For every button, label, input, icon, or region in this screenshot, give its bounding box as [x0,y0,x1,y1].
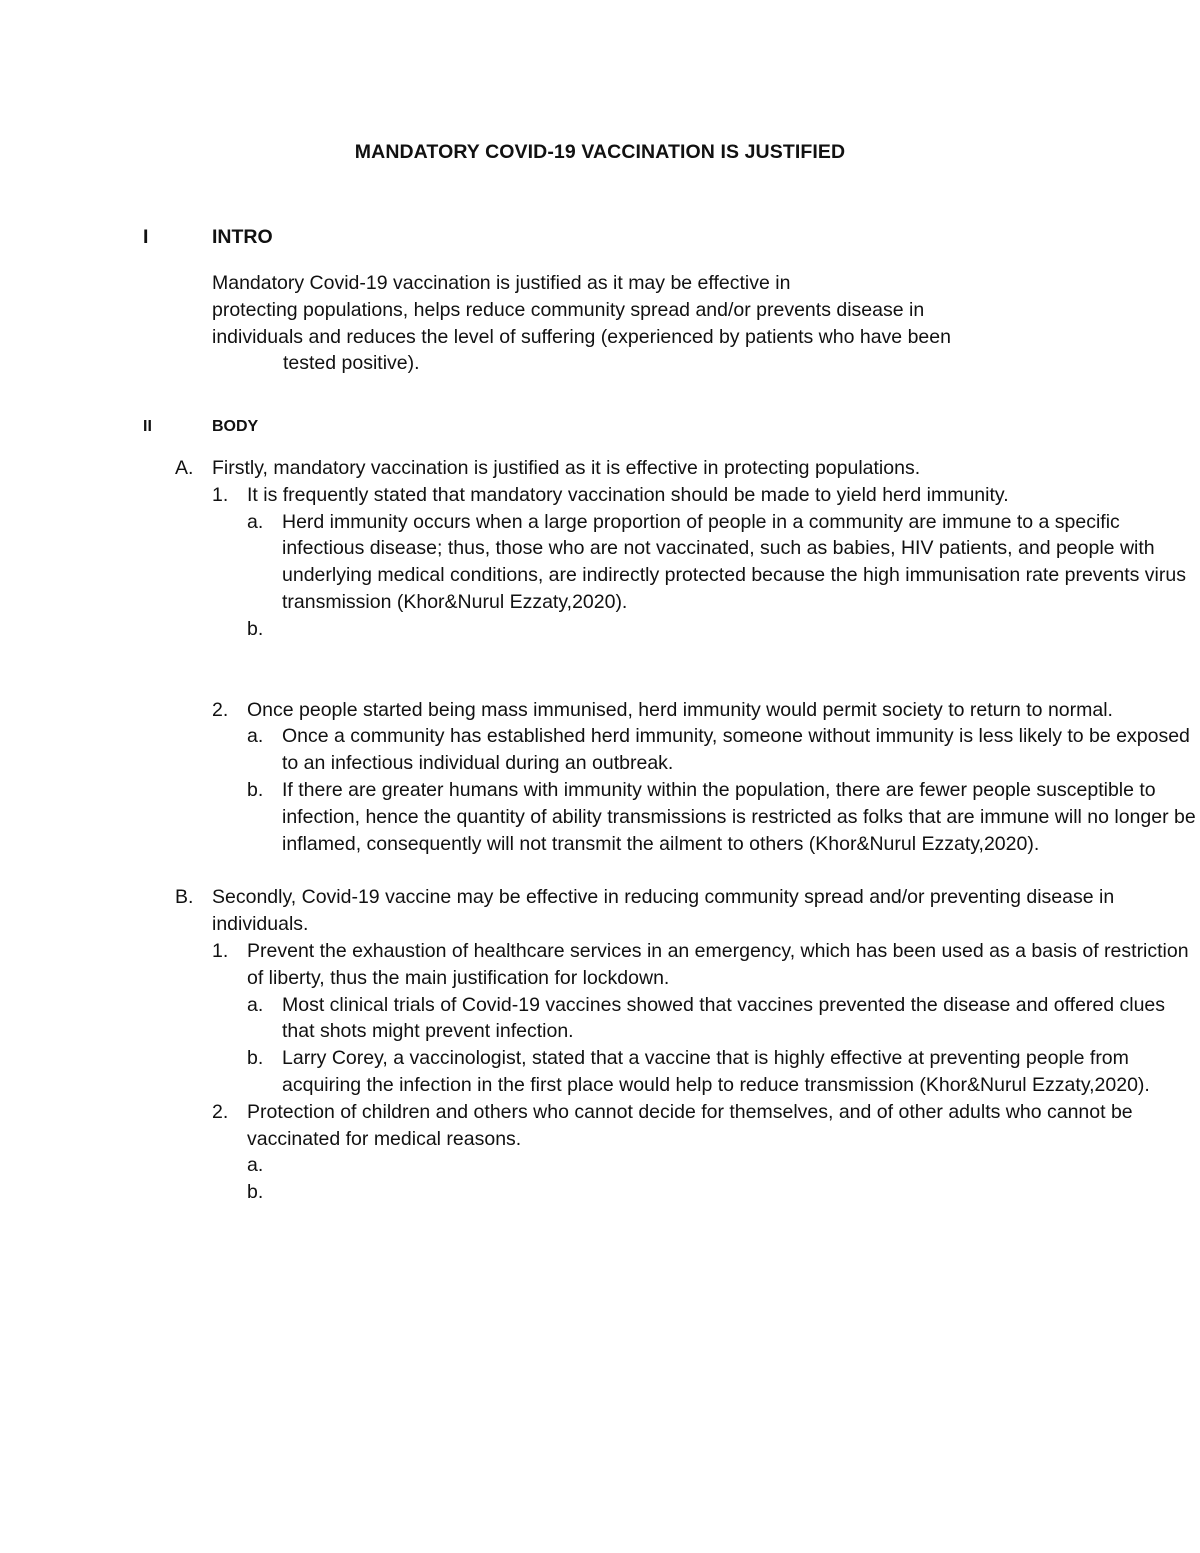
outline-text [282,618,287,640]
outline-marker: 2. [212,698,229,721]
outline-detail [0,509,1200,616]
outline-text: Larry Corey, a vaccinologist, stated that a vaccine that is highly effective at preventing people from acquiring the infection in the first place would help to reduce transmission (Khor&Nurul Ezzaty,2020). [282,1047,1150,1096]
intro-line: Mandatory Covid-19 vaccination is justified as it may be effective in [212,272,791,294]
section-heading-intro: INTRO [212,226,273,248]
outline-text [282,1154,287,1176]
outline-detail [0,777,1200,857]
document-title: MANDATORY COVID-19 VACCINATION IS JUSTIFIED [354,141,846,163]
outline-text: Secondly, Covid-19 vaccine may be effective in reducing community spread and/or preventing disease in individuals. [212,886,1115,936]
outline-marker: b. [247,1047,264,1070]
outline-text: Protection of children and others who cannot decide for themselves, and of other adults who cannot be vaccinated for medical reasons. [247,1100,1133,1150]
outline-detail [0,1179,1200,1206]
section-number-intro: I [143,226,149,248]
intro-line: individuals and reduces the level of suffering (experienced by patients who have been [212,325,951,348]
outline-text: Once people started being mass immunised, herd immunity would permit society to return to normal. [247,698,1113,721]
outline-text: Once a community has established herd immunity, someone without immunity is less likely to be exposed to an infectious individual during an outbreak. [282,725,1190,775]
outline-text: Prevent the exhaustion of healthcare services in an emergency, which has been used as a basis of restriction of liberty, thus the main justification for lockdown. [247,939,1189,989]
outline-text: It is frequently stated that mandatory vaccination should be made to yield herd immunity. [247,483,1009,506]
intro-line: tested positive). [283,352,420,375]
outline-subpoint [0,482,1200,509]
section-heading-body: BODY [212,418,259,435]
outline-marker: A. [175,457,194,479]
outline-point-a [0,455,1200,482]
outline-marker: b. [247,617,264,640]
outline-detail [0,1045,1200,1099]
outline-marker: a. [247,993,264,1016]
outline-subpoint [0,1099,1200,1153]
outline-marker: B. [175,886,194,909]
outline-detail [0,616,1200,643]
outline-marker: 1. [212,483,229,506]
intro-paragraph [212,270,1072,377]
outline-marker: a. [247,510,264,533]
outline-marker: 1. [212,939,229,962]
outline-detail [0,1152,1200,1179]
outline-subpoint [0,938,1200,992]
section-number-body: II [143,418,152,435]
outline-text: Firstly, mandatory vaccination is justified as it is effective in protecting populations. [212,457,921,479]
outline-marker: a. [247,725,264,748]
outline-text: Herd immunity occurs when a large proportion of people in a community are immune to a specific infectious disease; thus, those who are not vaccinated, such as babies, HIV patients, and people with underlying medical conditions, are indirectly protected because the high immunisation rate prevents virus transmission (Khor&Nurul Ezzaty,2020). [282,510,1186,613]
outline-point-b [0,884,1200,938]
outline-text [282,1181,287,1203]
outline-marker: b. [247,1181,264,1204]
outline-marker: b. [247,778,264,801]
outline-marker: 2. [212,1100,229,1123]
outline-detail [0,723,1200,777]
outline-text: If there are greater humans with immunity within the population, there are fewer people susceptible to infection, hence the quantity of ability transmissions is restricted as folks that are immune will no longer be inflamed, consequently will not transmit the ailment to others (Khor&Nurul Ezzaty,2020). [282,778,1196,855]
outline-text: Most clinical trials of Covid-19 vaccines showed that vaccines prevented the disease and offered clues that shots might prevent infection. [282,993,1166,1043]
body-outline [0,455,1200,1206]
outline-subpoint [0,697,1200,724]
intro-line: protecting populations, helps reduce community spread and/or prevents disease in [212,298,925,321]
outline-detail [0,992,1200,1046]
outline-marker: a. [247,1154,264,1177]
